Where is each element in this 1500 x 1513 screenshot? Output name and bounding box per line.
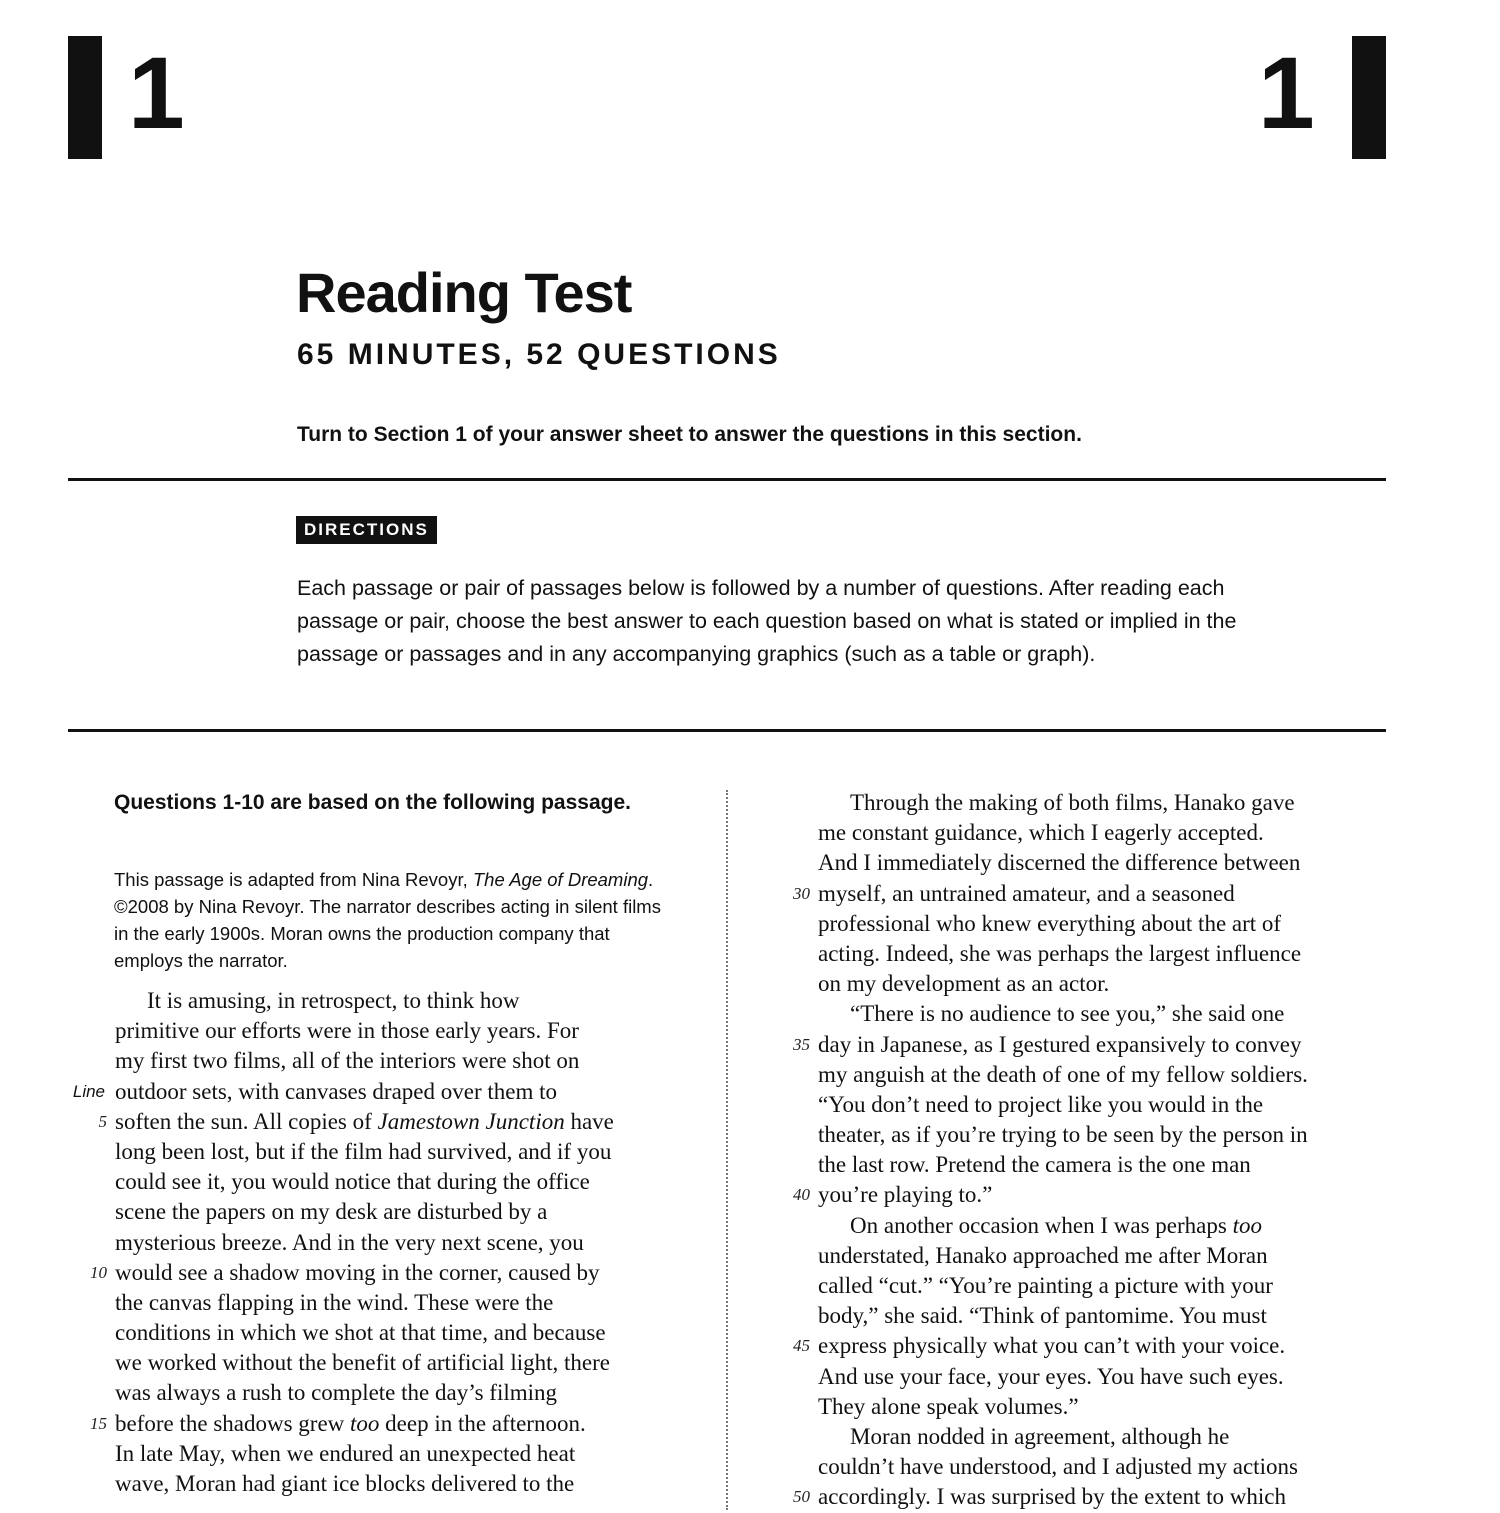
- passage-line-text: mysterious breeze. And in the very next scene, you: [115, 1229, 584, 1255]
- passage-line: [115, 1439, 695, 1469]
- passage-line-text: theater, as if you’re trying to be seen by the person in: [818, 1122, 1308, 1148]
- section-number-left: 1: [128, 36, 185, 150]
- section-marker-bar-left: [68, 36, 102, 159]
- passage-line-text: primitive our efforts were in those early years. For: [115, 1018, 579, 1044]
- passage-line-text: body,” she said. “Think of pantomime. You must: [818, 1303, 1267, 1329]
- passage-line-text: And use your face, your eyes. You have such eyes.: [818, 1363, 1284, 1389]
- passage-line-text: my first two films, all of the interiors were shot on: [115, 1048, 580, 1074]
- italic-phrase: too: [344, 1410, 380, 1436]
- passage-line-text: express physically what you can’t with your voice.: [818, 1333, 1286, 1359]
- passage-line-text: It is amusing, in retrospect, to think how: [147, 988, 520, 1013]
- passage-line: [818, 848, 1398, 878]
- passage-line: [98, 1107, 695, 1137]
- answer-sheet-instruction: Turn to Section 1 of your answer sheet to answer the questions in this section.: [297, 423, 1082, 446]
- passage-line-text: acting. Indeed, she was perhaps the largest influence: [818, 940, 1302, 966]
- line-number: 30: [793, 883, 810, 903]
- passage-line: [818, 999, 1398, 1029]
- passage-line: [115, 1348, 695, 1378]
- passage-line-text: would see a shadow moving in the corner, caused by: [115, 1259, 600, 1285]
- passage-line: [818, 1392, 1398, 1422]
- passage-line-text: the canvas flapping in the wind. These were the: [115, 1289, 554, 1315]
- passage-line-text: professional who knew everything about the art of: [818, 910, 1282, 936]
- passage-line: [818, 909, 1398, 939]
- passage-line: [818, 1452, 1398, 1482]
- questions-heading: Questions 1-10 are based on the following passage.: [114, 791, 631, 814]
- passage-line: [818, 1060, 1398, 1090]
- section-marker-bar-right: [1352, 36, 1386, 159]
- passage-line: [115, 1318, 695, 1348]
- passage-line: [818, 939, 1398, 969]
- test-duration-subtitle: 65 MINUTES, 52 QUESTIONS: [297, 338, 781, 371]
- passage-line-text: “There is no audience to see you,” she said one: [850, 1001, 1285, 1027]
- passage-line-text: the last row. Pretend the camera is the one man: [818, 1152, 1251, 1178]
- passage-line-text: wave, Moran had giant ice blocks delivered to the: [115, 1471, 575, 1496]
- passage-line-text: In late May, when we endured an unexpected heat: [115, 1440, 576, 1466]
- passage-line-text: Through the making of both films, Hanako gave: [850, 790, 1295, 815]
- intro-suffix: . ©2008 by Nina Revoyr. The narrator describes acting in silent films in the early 1900s. Moran owns the production company that employs the narrator.: [114, 869, 661, 971]
- passage-line-text: understated, Hanako approached me after Moran: [818, 1242, 1268, 1268]
- passage-line: [818, 1301, 1398, 1331]
- passage-line: [793, 1180, 1398, 1210]
- passage-line-text: outdoor sets, with canvases draped over them to: [115, 1078, 557, 1104]
- passage-line-text: we worked without the benefit of artificial light, there: [115, 1350, 610, 1376]
- passage-line: [818, 1422, 1398, 1452]
- passage-line-text: long been lost, but if the film had survived, and if you: [115, 1138, 612, 1164]
- top-divider: [68, 478, 1386, 481]
- passage-line: [115, 1228, 695, 1258]
- passage-line-text: could see it, you would notice that during the office: [115, 1169, 590, 1195]
- passage-line: [115, 1137, 695, 1167]
- passage-line: [115, 986, 695, 1016]
- passage-line-text: accordingly. I was surprised by the extent to which: [818, 1484, 1286, 1510]
- passage-line-text: on my development as an actor.: [818, 971, 1110, 997]
- passage-line: [818, 788, 1398, 818]
- passage-intro: [114, 866, 674, 974]
- directions-text: Each passage or pair of passages below is followed by a number of questions. After reading each passage or pair, choose the best answer to each question based on what is stated or implied in the passage or passages and in any accompanying graphics (such as a table or graph).: [297, 576, 1237, 666]
- italic-phrase: too: [1226, 1212, 1262, 1238]
- intro-book-title: The Age of Dreaming: [472, 869, 649, 890]
- passage-line-text: day in Japanese, as I gestured expansively to convey: [818, 1031, 1302, 1057]
- passage-line-text: my anguish at the death of one of my fellow soldiers.: [818, 1061, 1308, 1087]
- passage-line-text: And I immediately discerned the difference between: [818, 850, 1301, 876]
- passage-line: [90, 1258, 695, 1288]
- line-label: Line: [72, 1081, 105, 1101]
- passage-line: [818, 1362, 1398, 1392]
- passage-line-text: called “cut.” “You’re painting a picture with your: [818, 1273, 1273, 1298]
- passage-line: [115, 1046, 695, 1076]
- passage-line: [818, 1211, 1398, 1241]
- passage-line: [115, 1167, 695, 1197]
- passage-line-text: scene the papers on my desk are disturbed by a: [115, 1199, 548, 1225]
- passage-right-column: [793, 788, 1398, 1513]
- line-number: 50: [793, 1487, 810, 1507]
- passage-line: [115, 1016, 695, 1046]
- passage-line: [115, 1288, 695, 1318]
- line-number: 10: [90, 1262, 107, 1282]
- bottom-divider: [68, 729, 1386, 732]
- passage-line-text: me constant guidance, which I eagerly accepted.: [818, 820, 1264, 846]
- passage-line-text: “You don’t need to project like you would in the: [818, 1091, 1264, 1117]
- directions-badge: DIRECTIONS: [296, 516, 437, 544]
- passage-line: [818, 1150, 1398, 1180]
- passage-line: [793, 1482, 1398, 1512]
- line-number: 45: [793, 1336, 810, 1356]
- line-number: 15: [90, 1413, 107, 1433]
- passage-line: [793, 1331, 1398, 1361]
- passage-line: [818, 1090, 1398, 1120]
- passage-line: [115, 1378, 695, 1408]
- passage-line-text: before the shadows grew too deep in the afternoon.: [115, 1410, 586, 1436]
- passage-line: [115, 1197, 695, 1227]
- passage-line-text: was always a rush to complete the day’s filming: [115, 1380, 558, 1406]
- passage-line-text: conditions in which we shot at that time, and because: [115, 1320, 606, 1346]
- passage-line: [793, 879, 1398, 909]
- passage-line: [818, 1120, 1398, 1150]
- passage-line-text: On another occasion when I was perhaps too: [850, 1212, 1262, 1238]
- passage-line-text: you’re playing to.”: [818, 1182, 993, 1208]
- passage-line: [793, 1030, 1398, 1060]
- section-number-right: 1: [1258, 36, 1315, 150]
- column-divider: [726, 790, 728, 1510]
- passage-left-column: [72, 986, 695, 1499]
- passage-line: [818, 1241, 1398, 1271]
- line-number: 35: [793, 1034, 810, 1054]
- intro-prefix: This passage is adapted from Nina Revoyr,: [114, 869, 473, 890]
- passage-line: [818, 1271, 1398, 1301]
- passage-line: [72, 1077, 695, 1107]
- passage-line: [90, 1409, 695, 1439]
- page-title: Reading Test: [296, 261, 632, 324]
- passage-line-text: soften the sun. All copies of Jamestown Junction have: [115, 1108, 614, 1134]
- passage-line-text: couldn’t have understood, and I adjusted my actions: [818, 1454, 1298, 1480]
- passage-line-text: Moran nodded in agreement, although he: [850, 1423, 1230, 1449]
- line-number: 5: [98, 1111, 107, 1131]
- passage-line-text: myself, an untrained amateur, and a seasoned: [818, 880, 1235, 906]
- passage-line: [115, 1469, 695, 1499]
- passage-line: [818, 818, 1398, 848]
- line-number: 40: [793, 1185, 810, 1205]
- passage-line: [818, 969, 1398, 999]
- italic-phrase: Jamestown Junction: [377, 1108, 565, 1134]
- passage-line-text: They alone speak volumes.”: [818, 1393, 1079, 1419]
